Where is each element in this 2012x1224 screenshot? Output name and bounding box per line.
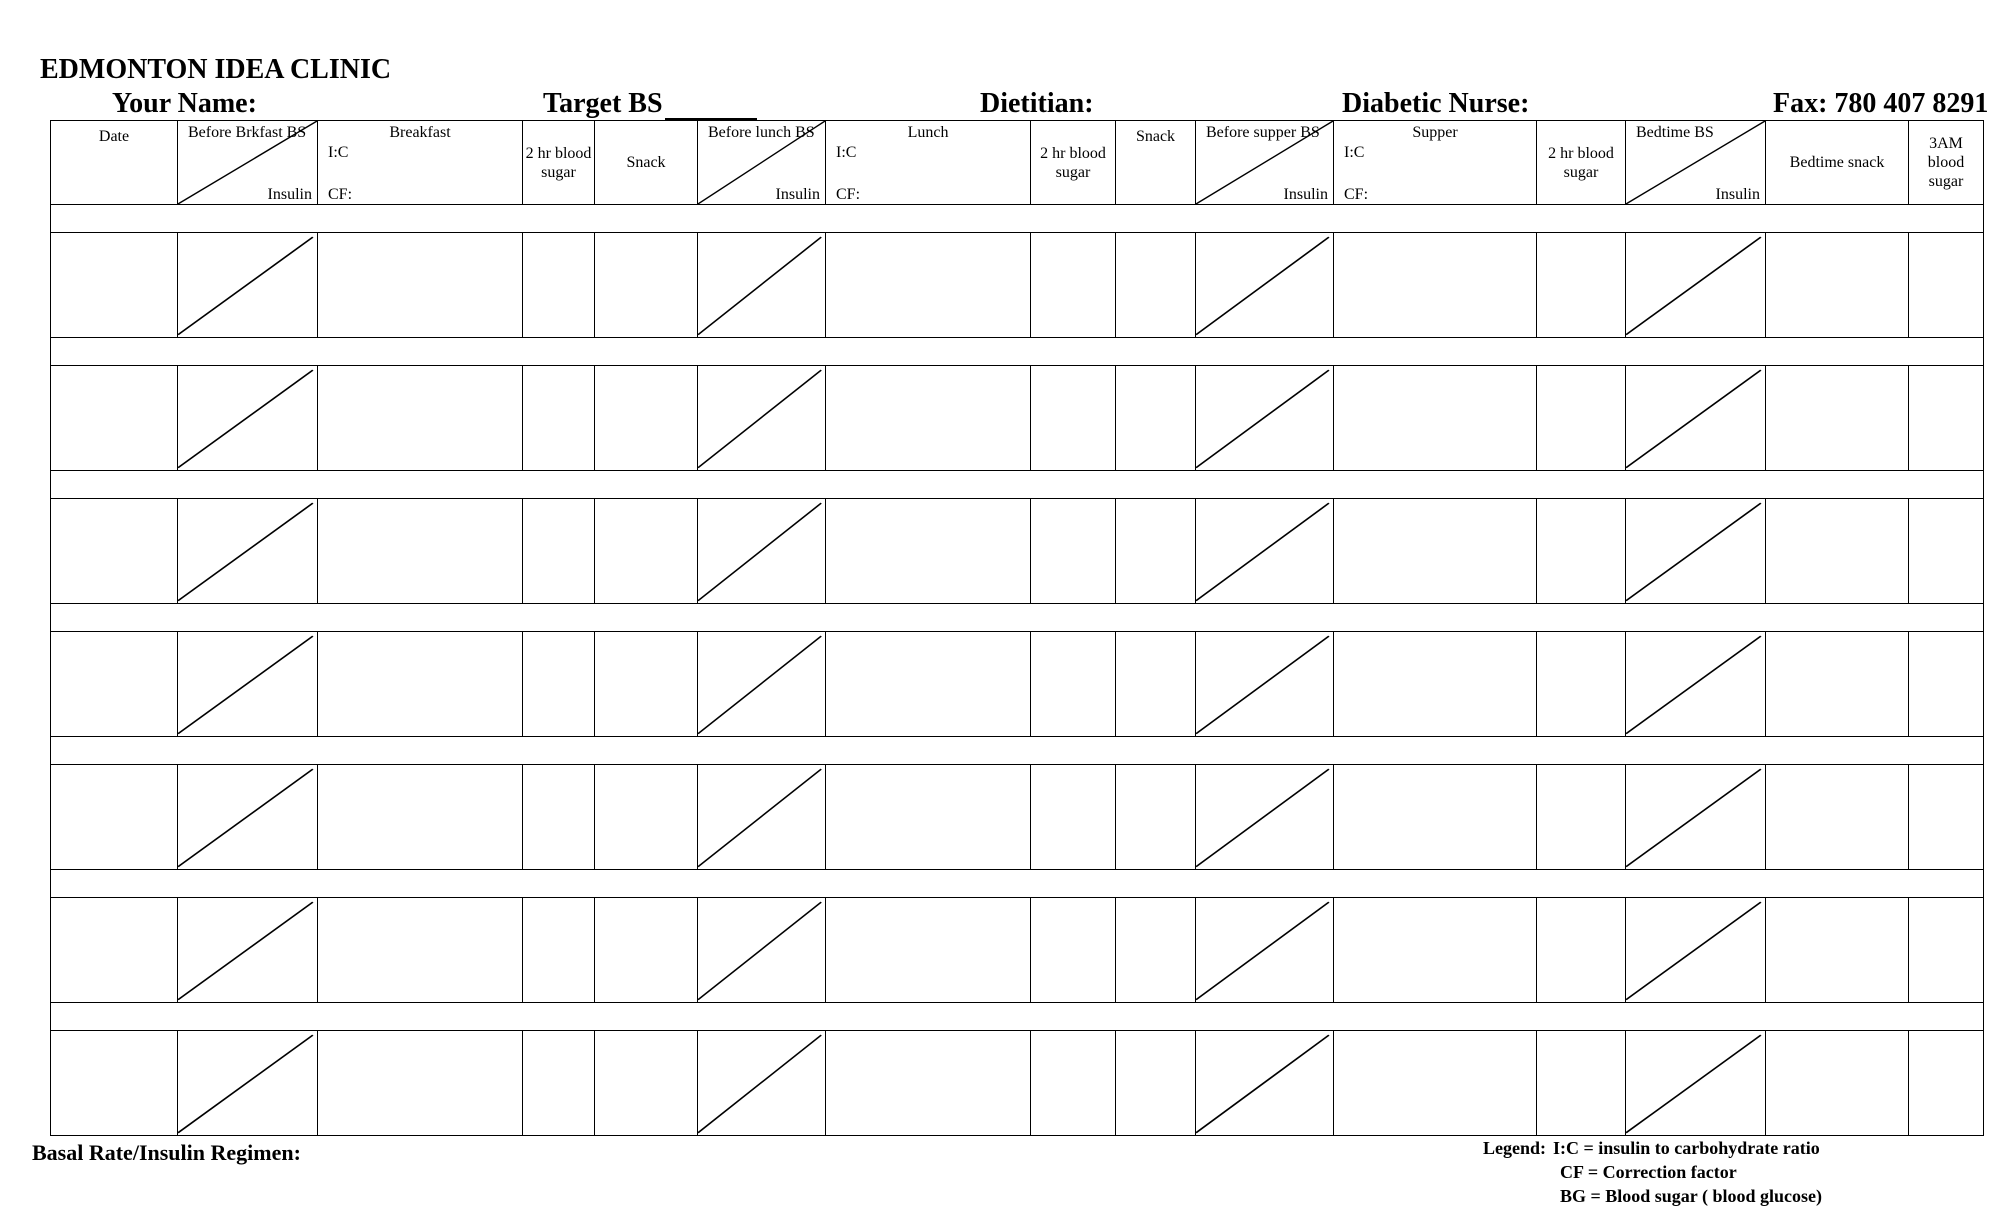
spacer-row [51,1002,1984,1030]
before-breakfast-bs-cell[interactable] [178,499,318,604]
3am-blood-sugar-cell[interactable] [1909,1031,1984,1136]
diagonal-divider [698,632,825,736]
breakfast-cell[interactable] [318,898,523,1003]
snack-cell[interactable] [1116,366,1196,471]
before-lunch-bs-cell[interactable] [698,765,826,870]
log-entry-row [51,765,1984,870]
date-cell[interactable] [51,1031,178,1136]
before-breakfast-bs-cell[interactable] [178,765,318,870]
diagonal-divider [1196,366,1333,470]
2hr-blood-sugar-cell[interactable] [1537,898,1626,1003]
3am-blood-sugar-cell[interactable] [1909,765,1984,870]
dietitian-label: Dietitian: [980,88,1094,119]
snack-cell[interactable] [595,233,698,338]
diagonal-divider [698,898,825,1002]
ic-label: I:C [328,144,349,161]
breakfast-cell[interactable] [318,366,523,471]
spacer-cell [51,1002,1984,1030]
diagonal-divider [1626,1031,1765,1135]
spacer-row [51,869,1984,897]
bedtime-bs-cell[interactable] [1626,1031,1766,1136]
header-breakfast [318,121,523,205]
snack-cell[interactable] [595,1031,698,1136]
diagonal-divider [1196,898,1333,1002]
date-cell[interactable] [51,765,178,870]
snack-cell[interactable] [1116,632,1196,737]
before-supper-bs-cell[interactable] [1196,632,1334,737]
spacer-cell [51,869,1984,897]
clinic-name: EDMONTON IDEA CLINIC [40,54,392,85]
before-supper-bs-cell[interactable] [1196,1031,1334,1136]
snack-cell[interactable] [1116,233,1196,338]
log-entry-row [51,632,1984,737]
lunch-cell[interactable] [826,632,1031,737]
snack-cell[interactable] [1116,898,1196,1003]
diagonal-divider [698,1031,825,1135]
before-lunch-bs-cell[interactable] [698,366,826,471]
header-snack: Snack [595,121,698,205]
date-cell[interactable] [51,632,178,737]
lunch-cell[interactable] [826,765,1031,870]
basal-rate-label: Basal Rate/Insulin Regimen: [32,1140,301,1165]
header-bedtime-snack: Bedtime snack [1766,121,1909,205]
spacer-cell [51,337,1984,365]
diagonal-divider [698,499,825,603]
before-breakfast-bs-cell[interactable] [178,898,318,1003]
bedtime-bs-cell[interactable] [1626,632,1766,737]
spacer-row [51,470,1984,498]
header-2hr-blood-sugar: 2 hr blood sugar [523,121,595,205]
breakfast-cell[interactable] [318,1031,523,1136]
date-cell[interactable] [51,499,178,604]
diagonal-divider [1626,898,1765,1002]
bedtime-bs-cell[interactable] [1626,366,1766,471]
supper-cell[interactable] [1334,898,1537,1003]
lunch-label: Lunch [907,124,949,141]
3am-blood-sugar-cell[interactable] [1909,632,1984,737]
2hr-blood-sugar-cell[interactable] [1537,366,1626,471]
diagonal-divider [178,366,317,470]
supper-cell[interactable] [1334,233,1537,338]
legend-item: BG = Blood sugar ( blood glucose) [1560,1186,1822,1206]
snack-cell[interactable] [1116,1031,1196,1136]
diagonal-divider [1626,632,1765,736]
spacer-cell [51,603,1984,631]
bedtime-bs-label: Bedtime BS [1636,124,1714,141]
diagonal-divider [178,632,317,736]
2hr-blood-sugar-cell[interactable] [523,1031,595,1136]
2hr-blood-sugar-cell[interactable] [523,233,595,338]
header-before-lunch-bs [698,121,826,205]
2hr-blood-sugar-cell[interactable] [1537,632,1626,737]
log-entry-row [51,233,1984,338]
diagonal-divider [1626,366,1765,470]
3am-blood-sugar-cell[interactable] [1909,366,1984,471]
bedtime-bs-cell[interactable] [1626,765,1766,870]
fax-number: Fax: 780 407 8291 [1773,88,1989,119]
snack-cell[interactable] [595,898,698,1003]
supper-cell[interactable] [1334,366,1537,471]
2hr-blood-sugar-cell[interactable] [1537,1031,1626,1136]
breakfast-cell[interactable] [318,765,523,870]
before-breakfast-bs-cell[interactable] [178,366,318,471]
before-breakfast-bs-cell[interactable] [178,233,318,338]
snack-cell[interactable] [595,366,698,471]
diagonal-divider [1196,632,1333,736]
legend-label: Legend: [1483,1138,1546,1158]
before-breakfast-bs-label: Before Brkfast BS [188,124,307,141]
spacer-row [51,337,1984,365]
before-breakfast-bs-cell[interactable] [178,632,318,737]
2hr-blood-sugar-cell[interactable] [1031,632,1116,737]
ic-label: I:C [836,144,857,161]
supper-cell[interactable] [1334,1031,1537,1136]
log-entry-row [51,898,1984,1003]
3am-blood-sugar-cell[interactable] [1909,233,1984,338]
lunch-cell[interactable] [826,499,1031,604]
2hr-blood-sugar-cell[interactable] [523,499,595,604]
header-2hr-blood-sugar: 2 hr blood sugar [1031,121,1116,205]
bedtime-snack-cell[interactable] [1766,765,1909,870]
target-bs-blank[interactable] [665,94,757,120]
bedtime-snack-cell[interactable] [1766,499,1909,604]
before-supper-bs-cell[interactable] [1196,499,1334,604]
2hr-blood-sugar-cell[interactable] [1537,499,1626,604]
lunch-cell[interactable] [826,233,1031,338]
breakfast-label: Breakfast [389,124,451,141]
legend-item: I:C = insulin to carbohydrate ratio [1553,1138,1820,1158]
spacer-cell [51,205,1984,233]
2hr-blood-sugar-cell[interactable] [523,366,595,471]
header-supper [1334,121,1537,205]
spacer-cell [51,470,1984,498]
supper-cell[interactable] [1334,632,1537,737]
before-lunch-bs-cell[interactable] [698,233,826,338]
snack-cell[interactable] [595,765,698,870]
bedtime-bs-cell[interactable] [1626,499,1766,604]
spacer-row [51,205,1984,233]
ic-label: I:C [1344,144,1365,161]
header-before-supper-bs [1196,121,1334,205]
dietitian-field[interactable] [980,88,1094,120]
lunch-cell[interactable] [826,366,1031,471]
cf-label: CF: [836,186,861,203]
spacer-row [51,736,1984,764]
before-lunch-bs-cell[interactable] [698,898,826,1003]
2hr-blood-sugar-cell[interactable] [1031,233,1116,338]
before-supper-bs-cell[interactable] [1196,233,1334,338]
lunch-cell[interactable] [826,898,1031,1003]
snack-cell[interactable] [595,632,698,737]
breakfast-cell[interactable] [318,632,523,737]
diagonal-divider [1196,765,1333,869]
2hr-blood-sugar-cell[interactable] [523,765,595,870]
snack-cell[interactable] [1116,499,1196,604]
legend [1483,1136,1822,1208]
target-bs-label: Target BS [543,88,663,119]
2hr-blood-sugar-cell[interactable] [1031,366,1116,471]
cf-label: CF: [328,186,353,203]
supper-cell[interactable] [1334,499,1537,604]
diagonal-divider [1196,233,1333,337]
header-date: Date [51,121,178,205]
before-breakfast-bs-cell[interactable] [178,1031,318,1136]
diagonal-divider [1196,1031,1333,1135]
diagonal-divider [178,1031,317,1135]
diagonal-divider [1196,499,1333,603]
2hr-blood-sugar-cell[interactable] [1537,765,1626,870]
bedtime-snack-cell[interactable] [1766,898,1909,1003]
diabetic-nurse-label: Diabetic Nurse: [1342,88,1530,119]
before-lunch-bs-cell[interactable] [698,499,826,604]
diabetic-nurse-field[interactable] [1342,88,1529,120]
diagonal-divider [178,233,317,337]
your-name-field[interactable] [112,88,257,120]
header-lunch [826,121,1031,205]
header-bedtime-bs [1626,121,1766,205]
supper-cell[interactable] [1334,765,1537,870]
before-lunch-bs-cell[interactable] [698,1031,826,1136]
3am-blood-sugar-cell[interactable] [1909,499,1984,604]
diagonal-divider [1626,233,1765,337]
legend-item: CF = Correction factor [1560,1162,1737,1182]
log-entry-row [51,499,1984,604]
target-bs-field[interactable] [543,88,757,120]
insulin-label: Insulin [775,186,820,203]
diagonal-divider [178,765,317,869]
diagonal-divider [1626,499,1765,603]
log-entry-row [51,366,1984,471]
2hr-blood-sugar-cell[interactable] [523,898,595,1003]
your-name-label: Your Name: [112,88,257,119]
column-header-row [51,121,1984,205]
bedtime-bs-cell[interactable] [1626,233,1766,338]
2hr-blood-sugar-cell[interactable] [1031,1031,1116,1136]
before-supper-bs-label: Before supper BS [1206,124,1320,141]
2hr-blood-sugar-cell[interactable] [1031,499,1116,604]
before-supper-bs-cell[interactable] [1196,765,1334,870]
header-3am-blood-sugar: 3AM blood sugar [1909,121,1984,205]
snack-cell[interactable] [1116,765,1196,870]
before-lunch-bs-cell[interactable] [698,632,826,737]
blood-sugar-log-table [50,120,1984,1136]
2hr-blood-sugar-cell[interactable] [1031,765,1116,870]
insulin-label: Insulin [1715,186,1760,203]
2hr-blood-sugar-cell[interactable] [1537,233,1626,338]
spacer-cell [51,736,1984,764]
before-supper-bs-cell[interactable] [1196,366,1334,471]
date-cell[interactable] [51,366,178,471]
log-body [51,205,1984,1136]
diagonal-divider [178,499,317,603]
diagonal-divider [1626,765,1765,869]
bedtime-snack-cell[interactable] [1766,632,1909,737]
diagonal-divider [698,765,825,869]
header-2hr-blood-sugar: 2 hr blood sugar [1537,121,1626,205]
header-snack: Snack [1116,121,1196,205]
date-cell[interactable] [51,233,178,338]
cf-label: CF: [1344,186,1369,203]
before-lunch-bs-label: Before lunch BS [708,124,815,141]
breakfast-cell[interactable] [318,499,523,604]
diagonal-divider [698,233,825,337]
header-before-breakfast-bs [178,121,318,205]
2hr-blood-sugar-cell[interactable] [523,632,595,737]
2hr-blood-sugar-cell[interactable] [1031,898,1116,1003]
breakfast-cell[interactable] [318,233,523,338]
supper-label: Supper [1412,124,1458,141]
bedtime-snack-cell[interactable] [1766,1031,1909,1136]
before-supper-bs-cell[interactable] [1196,898,1334,1003]
spacer-row [51,603,1984,631]
diagonal-divider [698,366,825,470]
snack-cell[interactable] [595,499,698,604]
log-entry-row [51,1031,1984,1136]
date-cell[interactable] [51,898,178,1003]
lunch-cell[interactable] [826,1031,1031,1136]
insulin-label: Insulin [1283,186,1328,203]
bedtime-snack-cell[interactable] [1766,366,1909,471]
diagonal-divider [178,898,317,1002]
3am-blood-sugar-cell[interactable] [1909,898,1984,1003]
insulin-label: Insulin [267,186,312,203]
bedtime-bs-cell[interactable] [1626,898,1766,1003]
bedtime-snack-cell[interactable] [1766,233,1909,338]
